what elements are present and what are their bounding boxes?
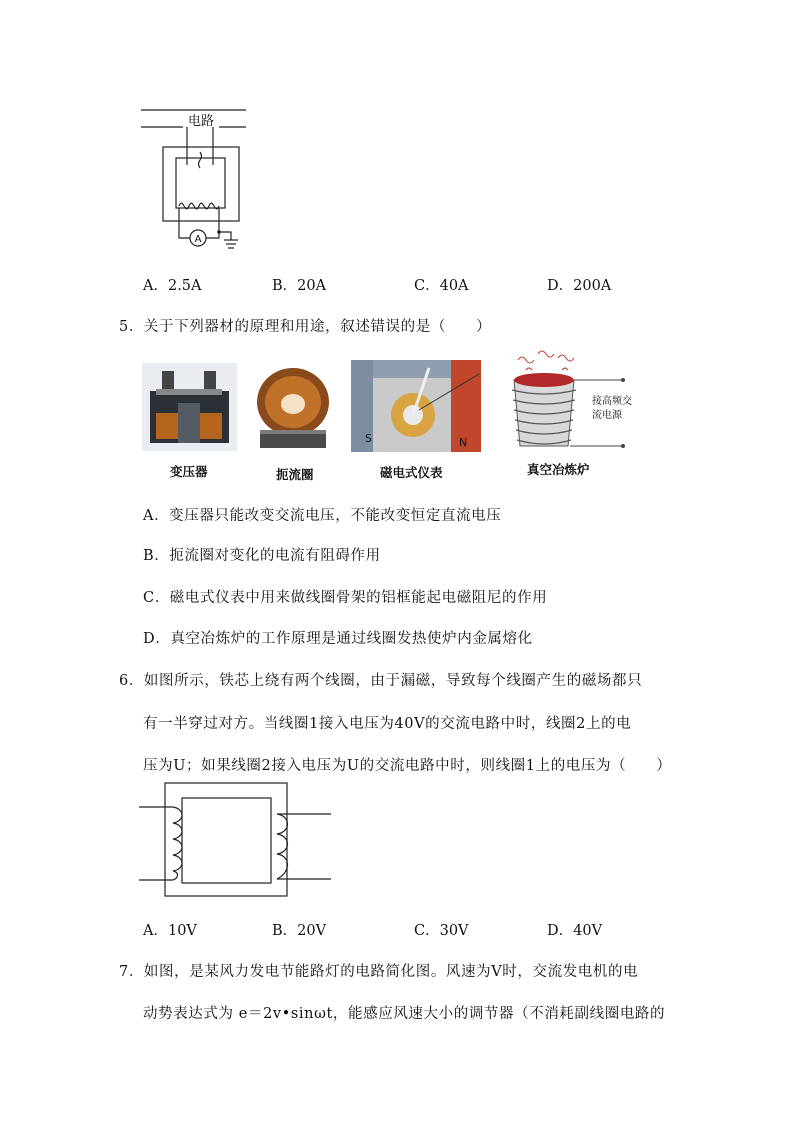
q6-option-c: C．30V (414, 923, 469, 939)
q5-option-d: D．真空冶炼炉的工作原理是通过线圈发热使炉内金属熔化 (143, 631, 533, 647)
caption-choke-coil: 扼流圈 (276, 467, 314, 482)
ammeter-label: A (194, 234, 202, 245)
pole-s-label: S (365, 432, 372, 445)
circuit-label: 电路 (187, 114, 215, 129)
q4-option-d: D．200A (547, 278, 612, 294)
vacuum-furnace-figure (498, 348, 668, 454)
q5-stem: 5．关于下列器材的原理和用途，叙述错误的是（ ） (119, 319, 492, 335)
q5-option-a: A．变压器只能改变交流电压，不能改变恒定直流电压 (143, 508, 502, 524)
magnetoelectric-meter-photo (351, 360, 481, 452)
caption-furnace: 真空冶炼炉 (527, 462, 590, 477)
q4-option-c: C．40A (414, 278, 469, 294)
q7-line-2: 动势表达式为 e＝2v•sinωt，能感应风速大小的调节器（不消耗副线圈电路的 (143, 1006, 666, 1022)
current-transformer-figure (135, 100, 255, 255)
q5-option-b: B．扼流圈对变化的电流有阻碍作用 (143, 548, 381, 564)
q7-line-1: 7．如图，是某风力发电节能路灯的电路简化图。风速为V时，交流发电机的电 (119, 964, 639, 980)
furnace-label-line2: 流电源 (592, 410, 622, 421)
caption-transformer: 变压器 (170, 464, 208, 479)
q6-line-1: 6．如图所示，铁芯上绕有两个线圈，由于漏磁，导致每个线圈产生的磁场都只 (119, 673, 643, 689)
iron-core-figure (135, 780, 340, 902)
q6-option-d: D．40V (547, 923, 603, 939)
choke-coil-photo (252, 360, 334, 452)
caption-meter: 磁电式仪表 (380, 465, 443, 480)
transformer-photo (142, 363, 237, 451)
q6-line-3: 压为U；如果线圈2接入电压为U的交流电路中时，则线圈1上的电压为（ ） (143, 758, 672, 774)
q4-option-b: B．20A (272, 278, 327, 294)
q4-option-a: A．2.5A (143, 278, 202, 294)
q6-line-2: 有一半穿过对方。当线圈1接入电压为40V的交流电路中时，线圈2上的电 (143, 716, 632, 732)
q6-option-a: A．10V (143, 923, 197, 939)
q5-option-c: C．磁电式仪表中用来做线圈骨架的铝框能起电磁阻尼的作用 (143, 590, 548, 606)
q6-option-b: B．20V (272, 923, 327, 939)
pole-n-label: N (459, 436, 468, 449)
furnace-label-line1: 接高频交 (592, 396, 632, 407)
